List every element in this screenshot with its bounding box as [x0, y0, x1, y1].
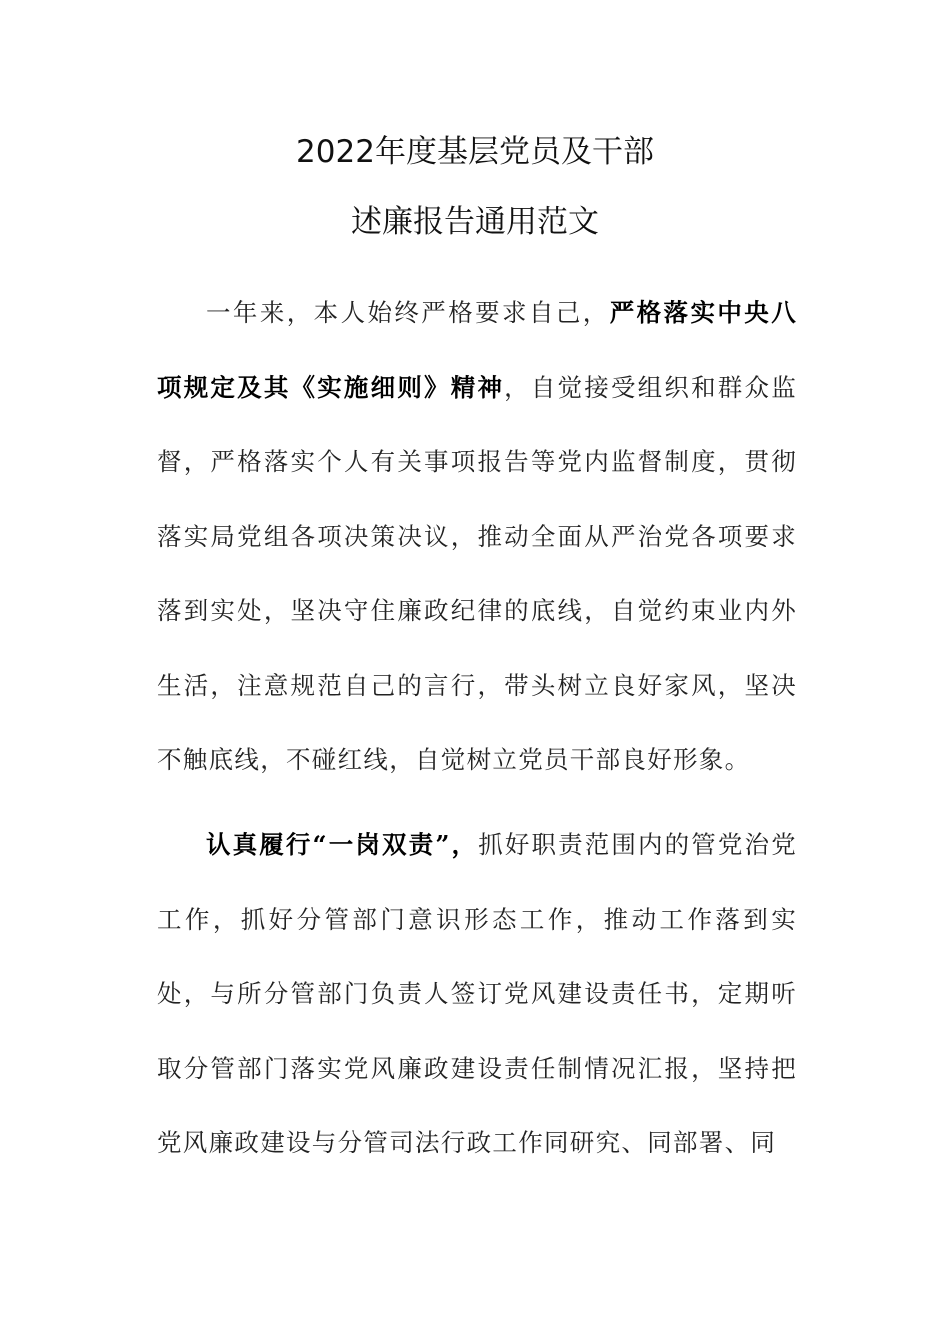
paragraph-1-bold-phrase: 严格落实中央八项规定及其《实施细则》精神: [157, 298, 798, 402]
paragraph-2: [157, 808, 797, 1181]
paragraph-1-body: ，自觉接受组织和群众监督，严格落实个人有关事项报告等党内监督制度，贯彻落实局党组各项决策决议，推动全面从严治党各项要求落到实处，坚决守住廉政纪律的底线，自觉约束业内外生活，注意规范自己的言行，带头树立良好家风，坚决不触底线，不碰红线，自觉树立党员干部良好形象。: [157, 372, 797, 774]
paragraph-1: [157, 276, 797, 798]
paragraph-2-body: 抓好职责范围内的管党治党工作，抓好分管部门意识形态工作，推动工作落到实处，与所分管部门负责人签订党风建设责任书，定期听取分管部门落实党风廉政建设责任制情况汇报，坚持把党风廉政建设与分管司法行政工作同研究、同部署、同: [157, 830, 797, 1157]
paragraph-2-bold-phrase: 认真履行“一岗双责”，: [206, 830, 479, 859]
document-title-line-1: 2022年度基层党员及干部: [296, 134, 654, 170]
document-title-line-2: 述廉报告通用范文: [351, 204, 599, 240]
paragraph-1-lead: 一年来，本人始终严格要求自己，: [206, 298, 610, 327]
